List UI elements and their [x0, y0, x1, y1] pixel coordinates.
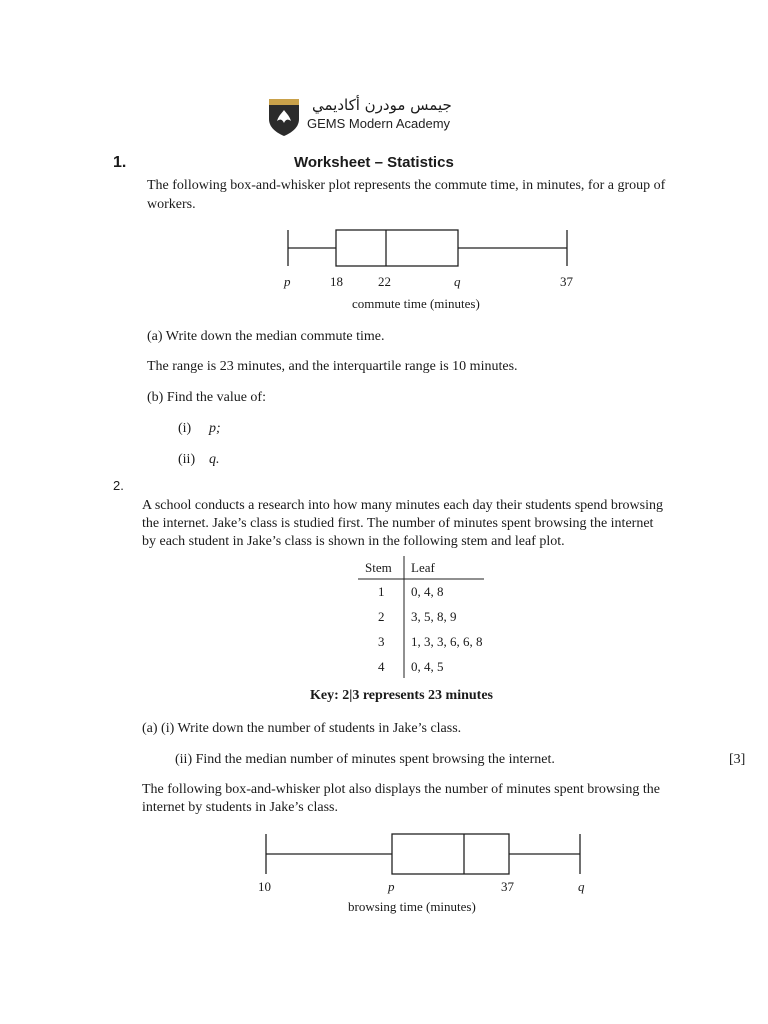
commute-box-plot — [280, 222, 580, 292]
box — [392, 834, 509, 874]
browsing-box-plot — [258, 826, 588, 882]
q2-intro-line-3: by each student in Jake’s class is shown in the following stem and leaf plot. — [142, 534, 565, 549]
plot2-axis-label: browsing time (minutes) — [348, 899, 476, 914]
stem-row-3: 3 — [378, 634, 385, 649]
q2-plot-intro-line-2: internet by students in Jake’s class. — [142, 800, 338, 815]
box — [336, 230, 458, 266]
plot1-label-22: 22 — [378, 274, 391, 289]
question-1-number: 1. — [113, 154, 127, 171]
q2-plot-intro-line-1: The following box-and-whisker plot also displays the number of minutes spent browsing the — [142, 782, 660, 797]
stem-header: Stem — [365, 560, 392, 575]
plot2-label-q: q — [578, 879, 585, 894]
leaf-row-2: 3, 5, 8, 9 — [411, 609, 457, 624]
q1-part-b-i-number: (i) — [178, 421, 192, 436]
school-crest-icon — [267, 97, 301, 137]
plot1-axis-label: commute time (minutes) — [352, 296, 480, 311]
q2-part-a-i: (a) (i) Write down the number of students in Jake’s class. — [142, 721, 462, 736]
q1-part-a: (a) Write down the median commute time. — [147, 329, 385, 344]
stem-leaf-key: Key: 2|3 represents 23 minutes — [310, 688, 493, 703]
leaf-row-1: 0, 4, 8 — [411, 584, 444, 599]
plot2-label-10: 10 — [258, 879, 271, 894]
plot1-label-37: 37 — [560, 274, 573, 289]
plot2-label-37: 37 — [501, 879, 514, 894]
leaf-row-3: 1, 3, 3, 6, 6, 8 — [411, 634, 483, 649]
q1-intro-line-2: workers. — [147, 197, 196, 212]
stem-row-4: 4 — [378, 659, 385, 674]
logo-school-name: GEMS Modern Academy — [307, 116, 451, 131]
logo-arabic-text: جيمس مودرن أكاديمي — [312, 96, 452, 114]
q2-intro-line-1: A school conducts a research into how many minutes each day their students spend browsing — [142, 498, 663, 513]
plot1-label-q: q — [454, 274, 461, 289]
q1-part-b-i: p; — [209, 421, 221, 436]
plot1-label-18: 18 — [330, 274, 343, 289]
q1-intro-line-1: The following box-and-whisker plot represents the commute time, in minutes, for a group of — [147, 178, 666, 193]
stem-row-2: 2 — [378, 609, 385, 624]
plot2-label-p: p — [388, 879, 395, 894]
question-2-number: 2. — [113, 478, 124, 493]
q1-part-b-ii: q. — [209, 452, 220, 467]
q1-part-b: (b) Find the value of: — [147, 390, 266, 405]
worksheet-title: Worksheet – Statistics — [294, 154, 454, 171]
q2-marks: [3] — [729, 752, 746, 767]
stem-row-1: 1 — [378, 584, 385, 599]
leaf-header: Leaf — [411, 560, 435, 575]
plot1-label-p: p — [284, 274, 291, 289]
q2-part-a-ii: (ii) Find the median number of minutes spent browsing the internet. — [175, 752, 555, 767]
q1-range-text: The range is 23 minutes, and the interquartile range is 10 minutes. — [147, 359, 518, 374]
q2-intro-line-2: the internet. Jake’s class is studied first. The number of minutes spent browsing the internet — [142, 516, 654, 531]
leaf-row-4: 0, 4, 5 — [411, 659, 444, 674]
q1-part-b-ii-number: (ii) — [178, 452, 196, 467]
